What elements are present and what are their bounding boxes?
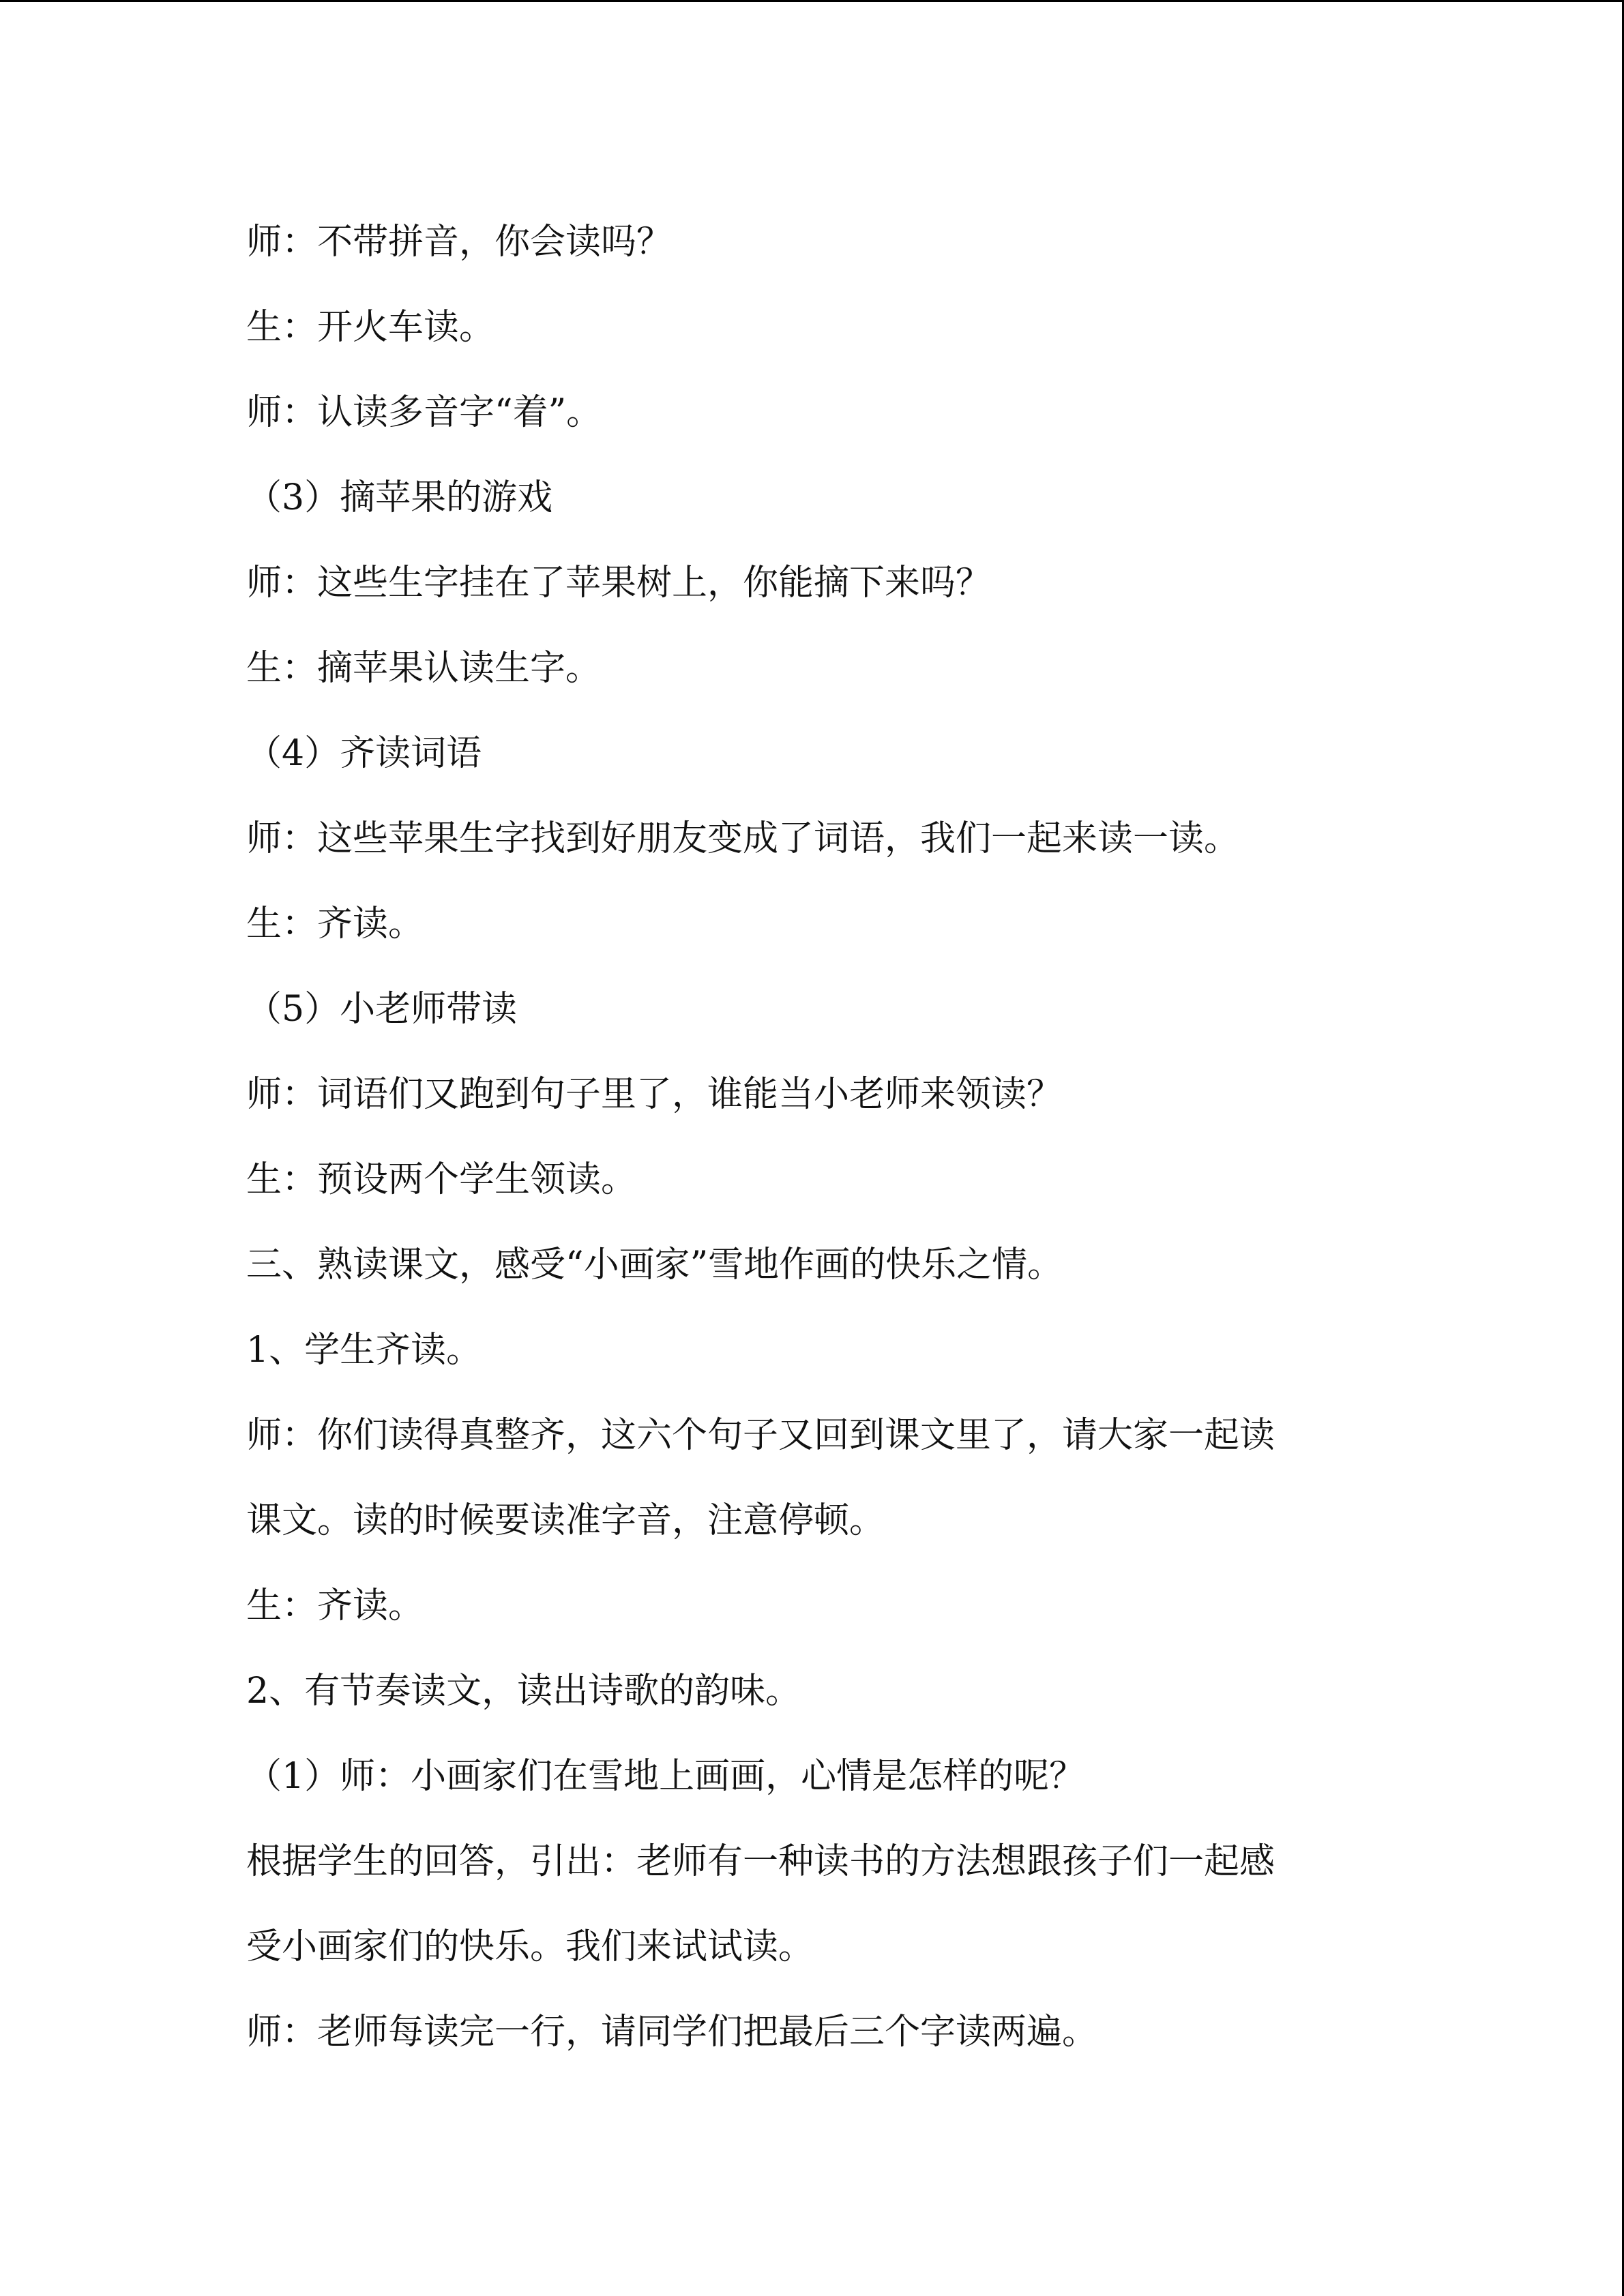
text-line: 生：预设两个学生领读。 [246, 1159, 637, 1200]
section-heading: （3）摘苹果的游戏 [246, 477, 553, 518]
text-line: 师：认读多音字“着”。 [246, 392, 602, 433]
text-line: 生：摘苹果认读生字。 [246, 648, 602, 689]
text-line: 课文。读的时候要读准字音，注意停顿。 [246, 1500, 885, 1541]
text-line: 2、有节奏读文，读出诗歌的韵味。 [246, 1671, 801, 1712]
section-heading: （4）齐读词语 [246, 733, 482, 774]
text-line: 师：这些生字挂在了苹果树上，你能摘下来吗？ [246, 563, 992, 603]
text-line: 师：不带拼音，你会读吗？ [246, 222, 673, 263]
section-heading: （5）小老师带读 [246, 989, 518, 1030]
text-line: 生：开火车读。 [246, 307, 495, 348]
document-body [246, 220, 1378, 2096]
text-line: 师：老师每读完一行，请同学们把最后三个字读两遍。 [246, 2012, 1098, 2053]
text-line: （1）师：小画家们在雪地上画画，心情是怎样的呢？ [246, 1756, 1085, 1797]
section-heading: 三、熟读课文，感受“小画家”雪地作画的快乐之情。 [246, 1244, 1063, 1285]
text-line: 生：齐读。 [246, 1585, 424, 1626]
text-line: 根据学生的回答，引出：老师有一种读书的方法想跟孩子们一起感 [246, 1841, 1275, 1882]
text-line: 受小画家们的快乐。我们来试试读。 [246, 1926, 814, 1967]
text-line: 师：这些苹果生字找到好朋友变成了词语，我们一起来读一读。 [246, 818, 1240, 859]
text-line: 师：你们读得真整齐，这六个句子又回到课文里了，请大家一起读 [246, 1415, 1275, 1456]
text-line: 师：词语们又跑到句子里了，谁能当小老师来领读？ [246, 1074, 1063, 1115]
text-line: 1、学生齐读。 [246, 1330, 482, 1371]
text-line: 生：齐读。 [246, 904, 424, 944]
